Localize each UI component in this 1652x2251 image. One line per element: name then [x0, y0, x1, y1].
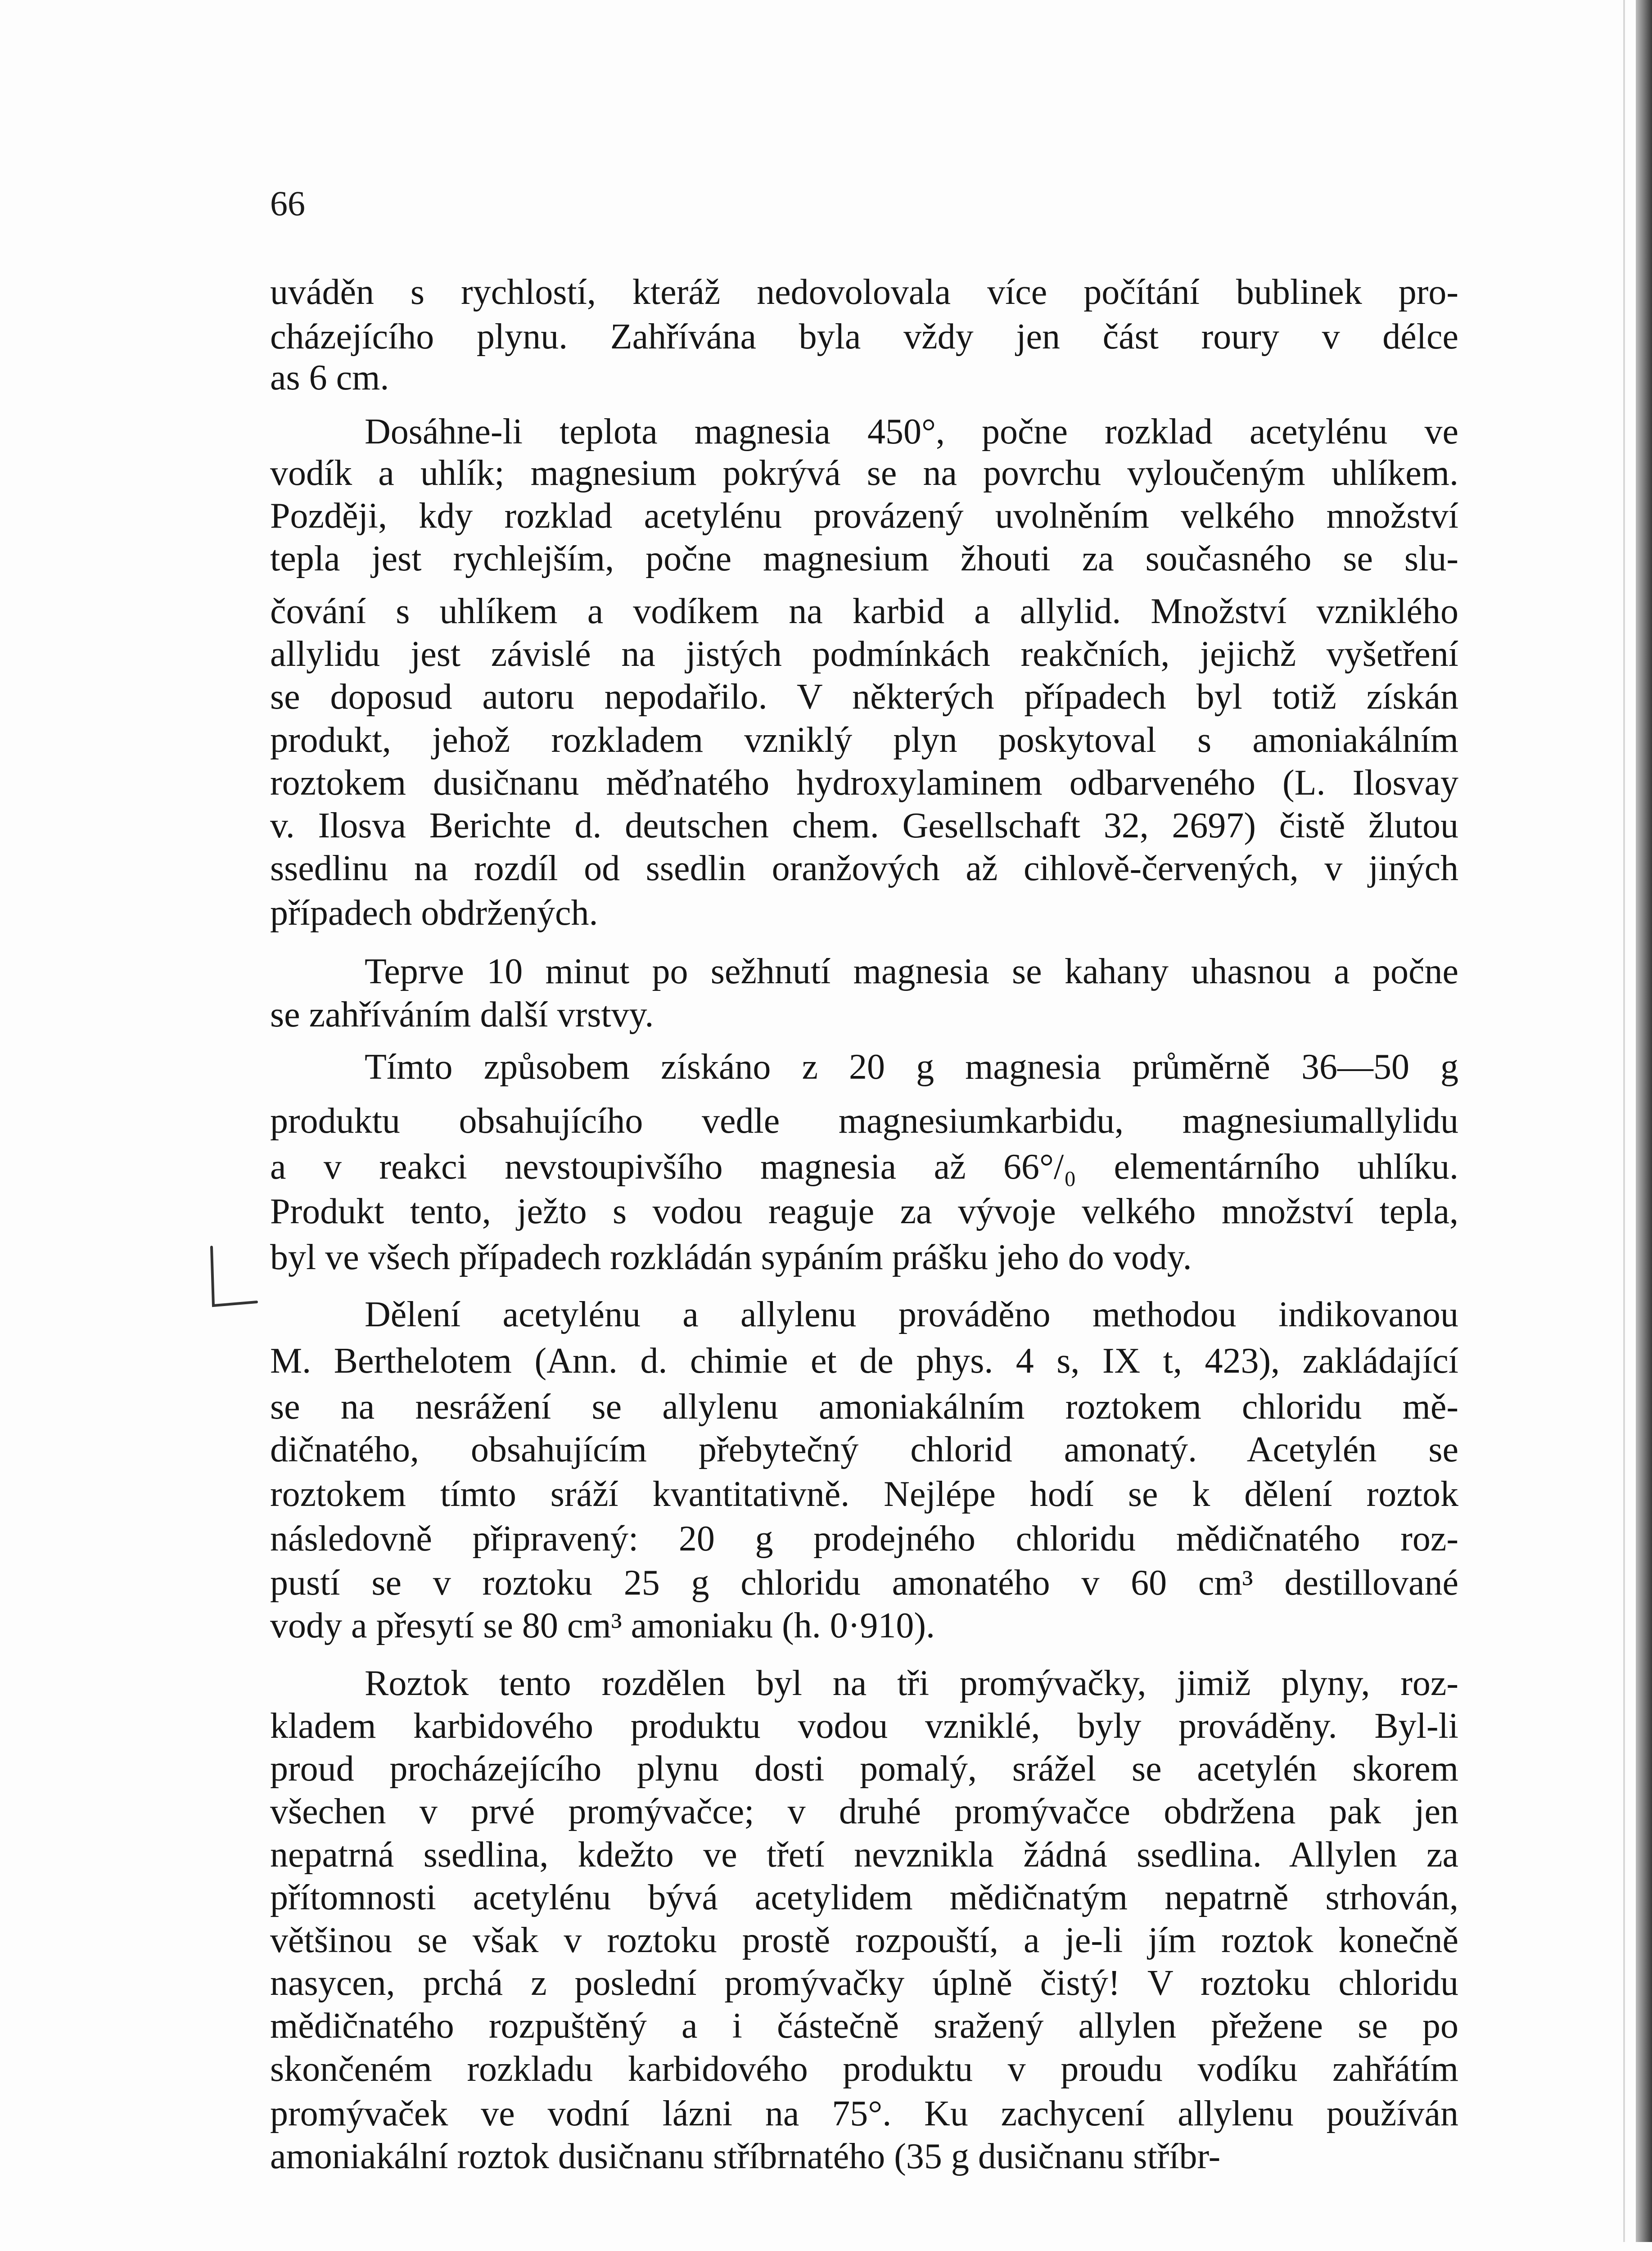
text-line: a v reakci nevstoupivšího magnesia až 66°/₀ elementárního uhlíku.	[270, 1147, 1458, 1187]
text-line: čování s uhlíkem a vodíkem na karbid a allylid. Množství vzniklého	[270, 592, 1458, 631]
text-line: Dělení acetylénu a allylenu prováděno methodou indikovanou	[365, 1295, 1458, 1334]
text-line: kladem karbidového produktu vodou vzniklé, byly prováděny. Byl-li	[270, 1706, 1458, 1746]
text-line: se zahříváním další vrstvy.	[270, 995, 654, 1035]
text-line: produkt, jehož rozkladem vzniklý plyn poskytoval s amoniakálním	[270, 720, 1458, 760]
text-line: Teprve 10 minut po sežhnutí magnesia se kahany uhasnou a počne	[365, 952, 1458, 991]
text-line: byl ve všech případech rozkládán sypáním prášku jeho do vody.	[270, 1238, 1192, 1277]
text-line: uváděn s rychlostí, kteráž nedovolovala více počítání bublinek pro-	[270, 272, 1458, 312]
text-line: roztokem tímto sráží kvantitativně. Nejlépe hodí se k dělení roztok	[270, 1474, 1458, 1514]
text-line: as 6 cm.	[270, 358, 389, 398]
text-line: proud procházejícího plynu dosti pomalý, srážel se acetylén skorem	[270, 1749, 1458, 1789]
text-line: skončeném rozkladu karbidového produktu v proudu vodíku zahřátím	[270, 2049, 1458, 2089]
text-line: se doposud autoru nepodařilo. V některých případech byl totiž získán	[270, 677, 1458, 717]
text-line: roztokem dusičnanu měďnatého hydroxylaminem odbarveného (L. Ilosvay	[270, 763, 1458, 803]
text-line: Později, kdy rozklad acetylénu provázený uvolněním velkého množství	[270, 496, 1458, 536]
text-line: tepla jest rychlejším, počne magnesium žhouti za současného se slu-	[270, 539, 1458, 579]
text-line: nepatrná ssedlina, kdežto ve třetí nevznikla žádná ssedlina. Allylen za	[270, 1835, 1458, 1875]
text-line: všechen v prvé promývačce; v druhé promývačce obdržena pak jen	[270, 1792, 1458, 1831]
text-line: Tímto způsobem získáno z 20 g magnesia průměrně 36—50 g	[365, 1047, 1458, 1087]
handwritten-margin-mark-icon	[198, 1243, 270, 1315]
page-number: 66	[270, 184, 305, 223]
text-line: promývaček ve vodní lázni na 75°. Ku zachycení allylenu používán	[270, 2094, 1458, 2133]
text-line: případech obdržených.	[270, 893, 598, 933]
text-line: Dosáhne-li teplota magnesia 450°, počne rozklad acetylénu ve	[365, 412, 1458, 452]
text-line: pustí se v roztoku 25 g chloridu amonatého v 60 cm³ destillované	[270, 1563, 1458, 1603]
text-line: ssedlinu na rozdíl od ssedlin oranžových až cihlově-červených, v jiných	[270, 849, 1458, 888]
text-line: amoniakální roztok dusičnanu stříbrnatého (35 g dusičnanu stříbr-	[270, 2137, 1221, 2176]
text-line: dičnatého, obsahujícím přebytečný chlorid amonatý. Acetylén se	[270, 1430, 1458, 1469]
page-fold-line	[1623, 0, 1625, 2242]
text-line: vodík a uhlík; magnesium pokrývá se na povrchu vyloučeným uhlíkem.	[270, 453, 1458, 493]
text-line: mědičnatého rozpuštěný a i částečně sražený allylen přežene se po	[270, 2006, 1458, 2046]
text-line: Produkt tento, ježto s vodou reaguje za vývoje velkého množství tepla,	[270, 1192, 1458, 1231]
text-line: produktu obsahujícího vedle magnesiumkarbidu, magnesiumallylidu	[270, 1101, 1458, 1141]
text-line: většinou se však v roztoku prostě rozpouští, a je-li jím roztok konečně	[270, 1921, 1458, 1960]
text-line: cházejícího plynu. Zahřívána byla vždy jen část roury v délce	[270, 317, 1458, 357]
text-line: v. Ilosva Berichte d. deutschen chem. Gesellschaft 32, 2697) čistě žlutou	[270, 806, 1458, 845]
text-line: přítomnosti acetylénu bývá acetylidem mědičnatým nepatrně strhován,	[270, 1878, 1458, 1917]
text-line: M. Berthelotem (Ann. d. chimie et de phys. 4 s, IX t, 423), zakládající	[270, 1341, 1458, 1381]
text-line: následovně připravený: 20 g prodejného chloridu mědičnatého roz-	[270, 1519, 1458, 1559]
text-line: vody a přesytí se 80 cm³ amoniaku (h. 0·910).	[270, 1606, 935, 1645]
scan-edge-shadow	[1636, 0, 1652, 2242]
text-line: Roztok tento rozdělen byl na tři promývačky, jimiž plyny, roz-	[365, 1663, 1458, 1703]
text-line: nasycen, prchá z poslední promývačky úplně čistý! V roztoku chloridu	[270, 1963, 1458, 2003]
text-line: se na nesrážení se allylenu amoniakálním roztokem chloridu mě-	[270, 1387, 1458, 1427]
text-line: allylidu jest závislé na jistých podmínkách reakčních, jejichž vyšetření	[270, 634, 1458, 674]
